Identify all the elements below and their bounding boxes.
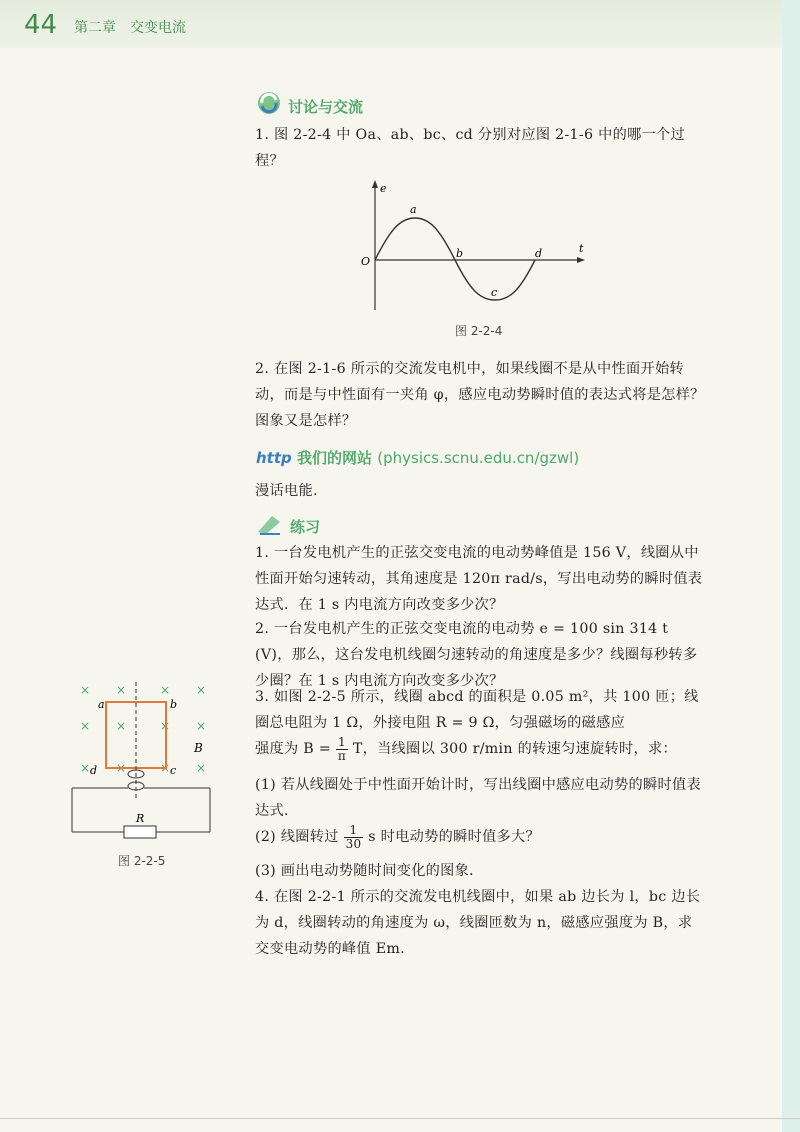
- label-a: a: [98, 698, 105, 711]
- label-t: t: [579, 242, 584, 255]
- p3-b-pre: 强度为 B =: [255, 741, 331, 757]
- sine-wave-figure: [330, 180, 600, 315]
- cross: ×: [196, 761, 207, 775]
- website-line: [256, 447, 579, 468]
- coil-circuit-figure: [62, 680, 222, 845]
- practice-p3-3: (3) 画出电动势随时间变化的图象．: [255, 863, 484, 879]
- label-a: a: [410, 203, 417, 216]
- label-c: c: [170, 764, 177, 777]
- p3-b-post: T，当线圈以 300 r/min 的转速匀速旋转时，求：: [352, 741, 677, 757]
- bottom-rule: [0, 1118, 800, 1119]
- label-R: R: [136, 812, 145, 825]
- cross: ×: [80, 683, 91, 697]
- resistor-R: [124, 826, 156, 838]
- discussion-q2: 2. 在图 2-1-6 所示的交流发电机中，如果线圈不是从中性面开始转动，而是与中性面有一夹角 φ，感应电动势瞬时值的表达式将是怎样？图象又是怎样？: [255, 361, 705, 429]
- side-strip: [782, 0, 800, 1132]
- label-d: d: [90, 764, 98, 777]
- label-d: d: [535, 247, 543, 260]
- cross: ×: [116, 683, 127, 697]
- frac-den: π: [337, 748, 346, 763]
- cross: ×: [80, 719, 91, 733]
- http-icon: http: [256, 449, 292, 467]
- practice-p3-b: [255, 734, 705, 764]
- website-url[interactable]: (physics.scnu.edu.cn/gzwl): [377, 449, 580, 467]
- p3-2-pre: (2) 线圈转过: [255, 829, 339, 845]
- cross: ×: [196, 719, 207, 733]
- label-O: O: [361, 255, 371, 268]
- cross: ×: [80, 761, 91, 775]
- practice-p3-2: [255, 822, 705, 852]
- chapter-title: 第二章 交变电流: [74, 20, 186, 36]
- cross: ×: [116, 719, 127, 733]
- cross: ×: [116, 761, 127, 775]
- frac-num: 1: [344, 824, 364, 838]
- discussion-q1: 1. 图 2-2-4 中 Oa、ab、bc、cd 分别对应图 2-1-6 中的哪一个过程？: [255, 127, 686, 169]
- frac-num: 1: [336, 736, 348, 750]
- website-title: 我们的网站: [297, 449, 373, 467]
- practice-p3-a: 3. 如图 2-2-5 所示，线圈 abcd 的面积是 0.05 m²，共 100 匝；线圈总电阻为 1 Ω，外接电阻 R = 9 Ω，匀强磁场的磁感应: [255, 689, 699, 731]
- cross: ×: [160, 761, 171, 775]
- p3-2-post: s 时电动势的瞬时值多大？: [368, 829, 541, 845]
- practice-p4: 4. 在图 2-2-1 所示的交流发电机线圈中，如果 ab 边长为 l，bc 边长为 d，线圈转动的角速度为 ω，线圈匝数为 n，磁感应强度为 B，求交变电动势的峰值 Em.: [255, 889, 701, 957]
- label-b: b: [456, 247, 464, 260]
- cross: ×: [196, 683, 207, 697]
- practice-p3-1: (1) 若从线圈处于中性面开始计时，写出线圈中感应电动势的瞬时值表达式．: [255, 777, 701, 819]
- cross: ×: [160, 719, 171, 733]
- label-B: B: [194, 741, 203, 755]
- practice-p1: 1. 一台发电机产生的正弦交变电流的电动势峰值是 156 V，线圈从中性面开始匀速转动，其角速度是 120π rad/s，写出电动势的瞬时值表达式．在 1 s 内电流方向改变多少次？: [255, 545, 703, 613]
- figure-caption-225: 图 2-2-5: [118, 854, 166, 868]
- fraction-1-30: [344, 824, 364, 851]
- practice-title: 练习: [290, 518, 321, 536]
- label-e: e: [380, 182, 387, 195]
- cross: ×: [160, 683, 171, 697]
- website-item: 漫话电能.: [255, 483, 318, 499]
- fraction-1-pi: [336, 736, 348, 763]
- label-b: b: [170, 698, 178, 711]
- discussion-icon: [256, 90, 282, 116]
- page-number: 44: [24, 10, 58, 40]
- discussion-title: 讨论与交流: [288, 98, 364, 116]
- figure-caption-224: 图 2-2-4: [455, 324, 503, 338]
- sine-curve: [375, 218, 535, 300]
- label-c: c: [491, 286, 498, 299]
- frac-den: 30: [345, 836, 362, 851]
- practice-icon: [256, 512, 284, 536]
- practice-p2: 2. 一台发电机产生的正弦交变电流的电动势 e = 100 sin 314 t (V)，那么，这台发电机线圈匀速转动的角速度是多少？线圈每秒转多少圈？在 1 s 内电流方向改变多少次？: [255, 621, 698, 689]
